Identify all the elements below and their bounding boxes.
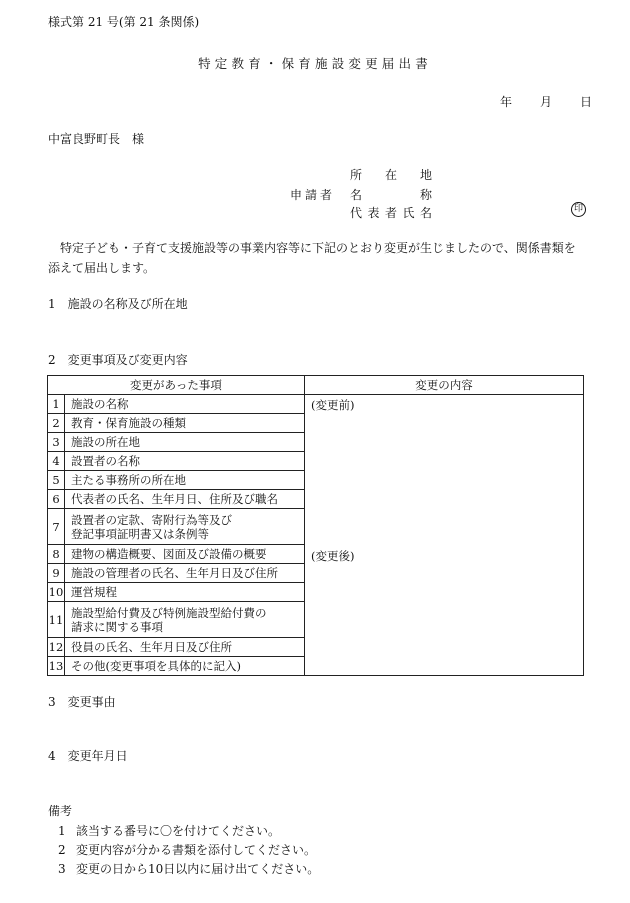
remark-item: 2 変更内容が分かる書類を添付してください。 (58, 843, 317, 857)
applicant-label: 申請者 (290, 188, 336, 202)
row-item: 代表者の氏名、生年月日、住所及び職名 (65, 490, 305, 509)
table-row (48, 395, 584, 414)
section-4-heading: 4 変更年月日 (48, 749, 128, 763)
row-item: 教育・保育施設の種類 (65, 414, 305, 433)
row-number: 1 (48, 395, 65, 414)
header-changed-items: 変更があった事項 (48, 376, 305, 395)
row-item: 施設の名称 (65, 395, 305, 414)
row-number: 7 (48, 509, 65, 545)
applicant-representative-label: 代 表 者 氏 名 (350, 206, 432, 220)
section-2-heading: 2 変更事項及び変更内容 (48, 353, 188, 367)
remark-item: 1 該当する番号に〇を付けてください。 (58, 824, 281, 838)
row-number: 3 (48, 433, 65, 452)
row-number: 13 (48, 657, 65, 676)
row-number: 12 (48, 638, 65, 657)
document-title: 特定教育・保育施設変更届出書 (198, 56, 432, 71)
section-3-heading: 3 変更事由 (48, 695, 116, 709)
date-line (500, 95, 592, 109)
row-item: その他(変更事項を具体的に記入) (65, 657, 305, 676)
header-change-content: 変更の内容 (305, 376, 584, 395)
row-item: 施設の所在地 (65, 433, 305, 452)
section-1-heading: 1 施設の名称及び所在地 (48, 297, 188, 311)
addressee: 中富良野町長 様 (48, 132, 145, 146)
row-number: 6 (48, 490, 65, 509)
table-header-row (48, 376, 584, 395)
changes-table (47, 375, 584, 676)
applicant-address-label: 所 在 地 (350, 168, 432, 182)
row-item: 運営規程 (65, 583, 305, 602)
date-month: 月 (540, 95, 553, 109)
body-text: 特定子ども・子育て支援施設等の事業内容等に下記のとおり変更が生じましたので、関係書類を添えて届出します。 (48, 241, 576, 275)
row-number: 10 (48, 583, 65, 602)
row-number: 11 (48, 602, 65, 638)
row-number: 5 (48, 471, 65, 490)
remarks-title: 備考 (48, 804, 73, 818)
row-number: 8 (48, 545, 65, 564)
row-number: 2 (48, 414, 65, 433)
remark-item: 3 変更の日から10日以内に届け出てください。 (58, 862, 320, 876)
date-year: 年 (500, 95, 513, 109)
row-number: 9 (48, 564, 65, 583)
date-day: 日 (580, 95, 593, 109)
row-item: 設置者の名称 (65, 452, 305, 471)
after-label: (変更後) (311, 549, 355, 563)
form-number: 様式第 21 号(第 21 条関係) (48, 15, 200, 29)
applicant-name-label: 名 称 (350, 188, 432, 202)
seal-mark: 印 (571, 202, 586, 217)
row-item: 役員の氏名、生年月日及び住所 (65, 638, 305, 657)
row-number: 4 (48, 452, 65, 471)
row-item: 主たる事務所の所在地 (65, 471, 305, 490)
row-item: 施設型給付費及び特例施設型給付費の 請求に関する事項 (65, 602, 305, 638)
row-item: 施設の管理者の氏名、生年月日及び住所 (65, 564, 305, 583)
row-item: 設置者の定款、寄附行為等及び 登記事項証明書又は条例等 (65, 509, 305, 545)
change-content-cell (305, 395, 584, 676)
before-label: (変更前) (311, 398, 355, 412)
row-item: 建物の構造概要、図面及び設備の概要 (65, 545, 305, 564)
